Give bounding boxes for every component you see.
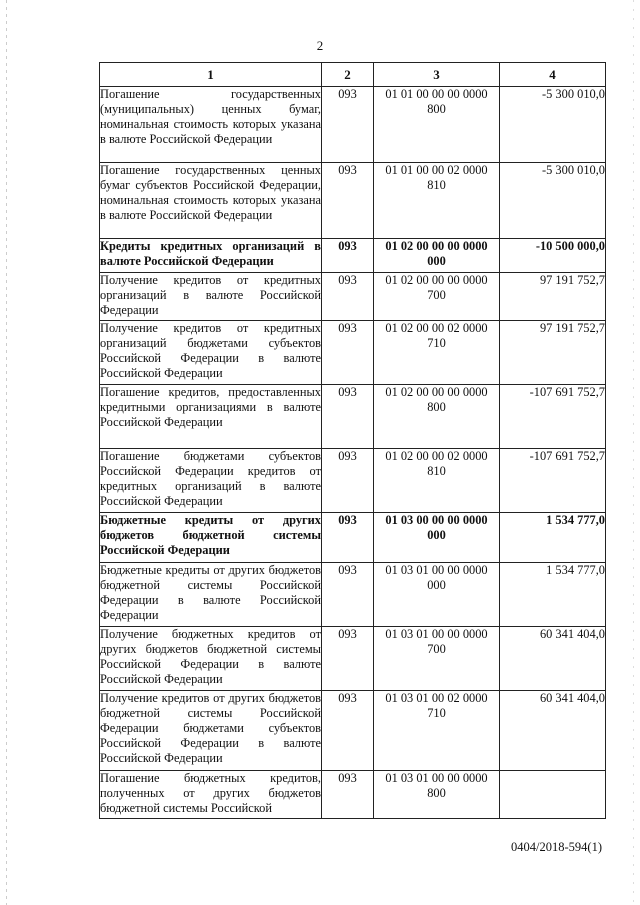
row-classification-code: 01 02 00 00 00 0000 — [385, 273, 488, 287]
row-amount: 97 191 752,7 — [500, 273, 606, 321]
header-col-2: 2 — [322, 63, 374, 87]
row-admin-code: 093 — [322, 563, 374, 627]
row-classification-code: 01 01 00 00 00 0000 — [385, 87, 488, 101]
table-row — [100, 239, 606, 273]
row-classification-cell — [374, 563, 500, 627]
row-amount: -107 691 752,7 — [500, 449, 606, 513]
scan-edge-left — [6, 0, 7, 905]
row-classification-suffix: 700 — [427, 288, 446, 302]
row-classification-cell — [374, 691, 500, 771]
row-admin-code: 093 — [322, 513, 374, 563]
row-amount: -5 300 010,0 — [500, 87, 606, 163]
row-name: Погашение кредитов, предоставленных кредитными организациями в валюте Российской Федерации — [100, 385, 321, 429]
row-classification-code: 01 03 01 00 00 0000 — [385, 563, 488, 577]
row-admin-code: 093 — [322, 627, 374, 691]
row-name-cell — [100, 385, 322, 449]
row-name-cell — [100, 163, 322, 239]
table-row — [100, 321, 606, 385]
row-name-cell — [100, 771, 322, 819]
row-classification-suffix: 800 — [427, 102, 446, 116]
header-col-4: 4 — [500, 63, 606, 87]
row-classification-code: 01 03 01 00 00 0000 — [385, 627, 488, 641]
row-classification-code: 01 02 00 00 02 0000 — [385, 321, 488, 335]
row-amount: -10 500 000,0 — [500, 239, 606, 273]
table-row — [100, 563, 606, 627]
row-amount: 1 534 777,0 — [500, 513, 606, 563]
row-name: Получение кредитов от кредитных организаций в валюте Российской Федерации — [100, 273, 321, 317]
row-classification-suffix: 000 — [427, 578, 446, 592]
row-classification-suffix: 810 — [427, 464, 446, 478]
row-classification-cell — [374, 385, 500, 449]
row-admin-code: 093 — [322, 273, 374, 321]
row-name: Погашение государственных ценных бумаг субъектов Российской Федерации, номинальная стоимость которых указана в валюте Российской Федерации — [100, 163, 321, 222]
row-name: Бюджетные кредиты от других бюджетов бюджетной системы Российской Федерации в валюте Российской Федерации — [100, 563, 321, 622]
row-classification-cell — [374, 87, 500, 163]
row-amount: 60 341 404,0 — [500, 627, 606, 691]
row-name-cell — [100, 239, 322, 273]
row-amount: 1 534 777,0 — [500, 563, 606, 627]
row-admin-code: 093 — [322, 691, 374, 771]
row-amount: 97 191 752,7 — [500, 321, 606, 385]
row-name: Погашение бюджетных кредитов, полученных от других бюджетов бюджетной системы Российской — [100, 771, 321, 815]
row-classification-cell — [374, 239, 500, 273]
row-classification-cell — [374, 163, 500, 239]
row-admin-code: 093 — [322, 321, 374, 385]
row-classification-suffix: 800 — [427, 786, 446, 800]
row-name: Кредиты кредитных организаций в валюте Российской Федерации — [100, 239, 321, 268]
row-admin-code: 093 — [322, 771, 374, 819]
row-classification-cell — [374, 627, 500, 691]
row-classification-code: 01 03 00 00 00 0000 — [385, 513, 488, 527]
row-classification-code: 01 03 01 00 00 0000 — [385, 771, 488, 785]
row-name-cell — [100, 627, 322, 691]
header-col-1: 1 — [100, 63, 322, 87]
row-classification-suffix: 000 — [427, 528, 446, 542]
table-row — [100, 87, 606, 163]
row-classification-cell — [374, 513, 500, 563]
row-name: Получение бюджетных кредитов от других бюджетов бюджетной системы Российской Федерации в валюте Российской Федерации — [100, 627, 321, 686]
table-header-row — [100, 63, 606, 87]
row-name-cell — [100, 273, 322, 321]
row-classification-code: 01 02 00 00 02 0000 — [385, 449, 488, 463]
row-amount: -107 691 752,7 — [500, 385, 606, 449]
row-name: Получение кредитов от других бюджетов бюджетной системы Российской Федерации бюджетами субъектов Российской Федерации в валюте Российской Федерации — [100, 691, 321, 765]
row-name-cell — [100, 449, 322, 513]
row-classification-suffix: 800 — [427, 400, 446, 414]
scan-edge-right — [633, 0, 634, 905]
table-row — [100, 771, 606, 819]
row-classification-code: 01 02 00 00 00 0000 — [385, 385, 488, 399]
table-row — [100, 163, 606, 239]
row-classification-suffix: 710 — [427, 336, 446, 350]
row-name: Бюджетные кредиты от других бюджетов бюджетной системы Российской Федерации — [100, 513, 321, 557]
document-code: 0404/2018-594(1) — [511, 840, 602, 854]
row-classification-suffix: 710 — [427, 706, 446, 720]
row-admin-code: 093 — [322, 239, 374, 273]
row-amount — [500, 771, 606, 819]
table-row — [100, 691, 606, 771]
table-row — [100, 449, 606, 513]
row-name: Погашение бюджетами субъектов Российской Федерации кредитов от кредитных организаций в валюте Российской Федерации — [100, 449, 321, 508]
row-amount: 60 341 404,0 — [500, 691, 606, 771]
table-row — [100, 513, 606, 563]
table-row — [100, 627, 606, 691]
row-classification-suffix: 000 — [427, 254, 446, 268]
row-admin-code: 093 — [322, 87, 374, 163]
table-row — [100, 385, 606, 449]
page-number: 2 — [316, 38, 324, 53]
row-amount: -5 300 010,0 — [500, 163, 606, 239]
row-classification-suffix: 700 — [427, 642, 446, 656]
row-classification-code: 01 03 01 00 02 0000 — [385, 691, 488, 705]
row-classification-code: 01 01 00 00 02 0000 — [385, 163, 488, 177]
row-classification-suffix: 810 — [427, 178, 446, 192]
row-name-cell — [100, 691, 322, 771]
header-col-3: 3 — [374, 63, 500, 87]
row-classification-cell — [374, 449, 500, 513]
row-classification-code: 01 02 00 00 00 0000 — [385, 239, 488, 253]
row-admin-code: 093 — [322, 449, 374, 513]
row-classification-cell — [374, 273, 500, 321]
row-name: Погашение государственных (муниципальных) ценных бумаг, номинальная стоимость которых указана в валюте Российской Федерации — [100, 87, 321, 146]
row-admin-code: 093 — [322, 163, 374, 239]
row-name-cell — [100, 513, 322, 563]
row-name-cell — [100, 87, 322, 163]
row-name-cell — [100, 321, 322, 385]
budget-table — [99, 62, 606, 819]
row-name-cell — [100, 563, 322, 627]
row-admin-code: 093 — [322, 385, 374, 449]
row-name: Получение кредитов от кредитных организаций бюджетами субъектов Российской Федерации в валюте Российской Федерации — [100, 321, 321, 380]
table-row — [100, 273, 606, 321]
row-classification-cell — [374, 771, 500, 819]
row-classification-cell — [374, 321, 500, 385]
